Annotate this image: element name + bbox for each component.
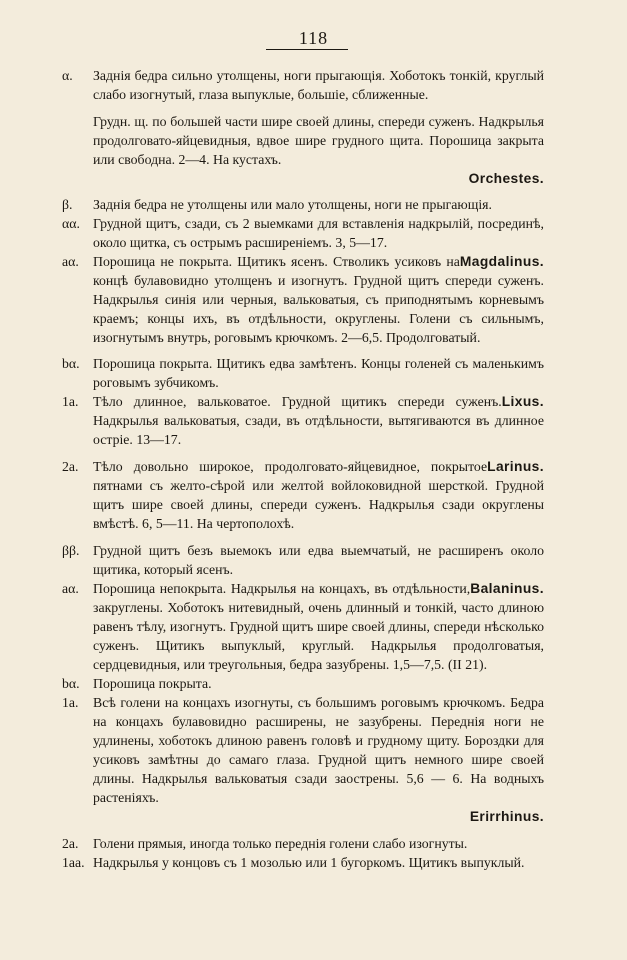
- key-text: [62, 66, 544, 872]
- key-entry-1a: [62, 392, 544, 449]
- genus-name: Lixus.: [501, 394, 544, 409]
- page-number: 118: [298, 28, 329, 48]
- entry-text: [93, 457, 544, 533]
- entry-text: Заднія бедра сильно утолщены, ноги прыгающія. Хоботокъ тонкій, круглый слабо изогнутый, глаза выпуклые, большіе, сближенные.: [93, 68, 544, 102]
- entry-key: 1a.: [62, 394, 79, 409]
- entry-text: Надкрылья у концовъ съ 1 мозолью или 1 бугоркомъ. Щитикъ выпуклый.: [93, 855, 525, 870]
- entry-body: Порошица не покрыта. Щитикъ ясенъ. Стволикъ усиковъ на концѣ булавовидно утолщенъ и изогнутъ. Грудной щитъ спереди суженъ. Надкрылья синія или черныя, вальковатыя, съ приподнятымъ корневымъ краемъ; концы ихъ, въ отдѣльности, округлены. Голени съ сильнымъ, изогнутымъ внутрь, роговымъ крючкомъ. 2—6,5. Продолговатый.: [93, 254, 544, 345]
- entry-text: Порошица покрыта.: [93, 676, 212, 691]
- entry-key: ββ.: [62, 543, 80, 558]
- key-entry-a-alpha: [62, 252, 544, 347]
- entry-key: aα.: [62, 581, 79, 596]
- genus-name: Balaninus.: [470, 581, 544, 596]
- genus-name: Larinus.: [487, 459, 544, 474]
- entry-text: Порошица покрыта. Щитикъ едва замѣтенъ. Концы голеней съ маленькимъ роговымъ зубчикомъ.: [93, 356, 544, 390]
- key-entry-alpha: [62, 66, 544, 104]
- entry-key: bα.: [62, 676, 80, 691]
- entry-text: Грудной щитъ безъ выемокъ или едва выемчатый, не расширенъ около щитика, который ясенъ.: [93, 543, 544, 577]
- entry-text: [93, 392, 544, 449]
- key-entry-a-alpha-2: [62, 579, 544, 674]
- key-entry-beta-beta: [62, 541, 544, 579]
- key-entry-b-alpha-2: [62, 674, 544, 693]
- entry-text: Всѣ голени на концахъ изогнуты, съ большимъ роговымъ крючкомъ. Бедра на концахъ булавовидно расширены, не зазубрены. Переднія ноги не удлинены, хоботокъ длиною равенъ головѣ и грудному щиту. Бороздки для усиковъ замѣтны до самаго глаза. Грудной щитъ немного шире своей длины. Надкрылья вальковатыя сзади заострены. 5,6 — 6. На водныхъ растеніяхъ.: [93, 695, 544, 805]
- entry-key: β.: [62, 197, 73, 212]
- entry-key: 2a.: [62, 459, 79, 474]
- entry-text: Грудной щитъ, сзади, съ 2 выемками для вставленія надкрылій, посрединѣ, около щитка, съ острымъ расширеніемъ. 3, 5—17.: [93, 216, 544, 250]
- key-entry-alpha-alpha: [62, 214, 544, 252]
- key-entry-1a-2: [62, 693, 544, 826]
- key-entry-1aa: [62, 853, 544, 872]
- entry-key: aα.: [62, 254, 79, 269]
- entry-key: bα.: [62, 356, 80, 371]
- entry-text: Голени прямыя, иногда только переднія голени слабо изогнуты.: [93, 836, 468, 851]
- key-entry-2a-2: [62, 834, 544, 853]
- genus-name: Erirrhinus.: [469, 809, 544, 824]
- entry-key: 2a.: [62, 836, 79, 851]
- entry-text: [93, 252, 544, 347]
- key-entry-beta: [62, 195, 544, 214]
- entry-text: Заднія бедра не утолщены или мало утолщены, ноги не прыгающія.: [93, 197, 492, 212]
- entry-text: Грудн. щ. по большей части шире своей длины, спереди суженъ. Надкрылья продолговато-яйцевидныя, вдвое шире грудного щита. Порошица закрыта или свободна. 2—4. На кустахъ.: [93, 114, 544, 167]
- key-entry-2a: [62, 457, 544, 533]
- entry-key: αα.: [62, 216, 80, 231]
- entry-body: Тѣло длинное, вальковатое. Грудной щитикъ спереди суженъ. Надкрылья вальковатыя, сзади, въ отдѣльности, вытягиваются въ длинное остріе. 13—17.: [93, 394, 544, 447]
- header-rule: [266, 49, 348, 50]
- entry-body: Порошица непокрыта. Надкрылья на концахъ, въ отдѣльности, закруглены. Хоботокъ нитевидный, очень длинный и тонкій, часто длиною равенъ тѣлу, изогнутъ. Грудной щитъ шире своей длины, спереди нѣсколько суженъ. Щитикъ выпуклый, круглый. Надкрылья продолговатыя, сердцевидныя, или треугольныя, бедра зазубрены. 1,5—7,5. (II 21).: [93, 581, 544, 672]
- key-entry-b-alpha: [62, 354, 544, 392]
- entry-body: Тѣло довольно широкое, продолговато-яйцевидное, покрытое пятнами съ желто-сѣрой или желтой войлоковидной шерсткой. Грудной щитъ шире своей длины, спереди суженъ. Надкрылья сзади округлены вмѣстѣ. 6, 5—11. На чертополохѣ.: [93, 459, 544, 531]
- key-entry-continuation: [62, 112, 544, 188]
- entry-key: 1aa.: [62, 855, 85, 870]
- genus-name: Orchestes.: [468, 171, 544, 186]
- entry-key: 1a.: [62, 695, 79, 710]
- genus-name: Magdalinus.: [459, 254, 544, 269]
- entry-text: [93, 579, 544, 674]
- entry-key: α.: [62, 68, 73, 83]
